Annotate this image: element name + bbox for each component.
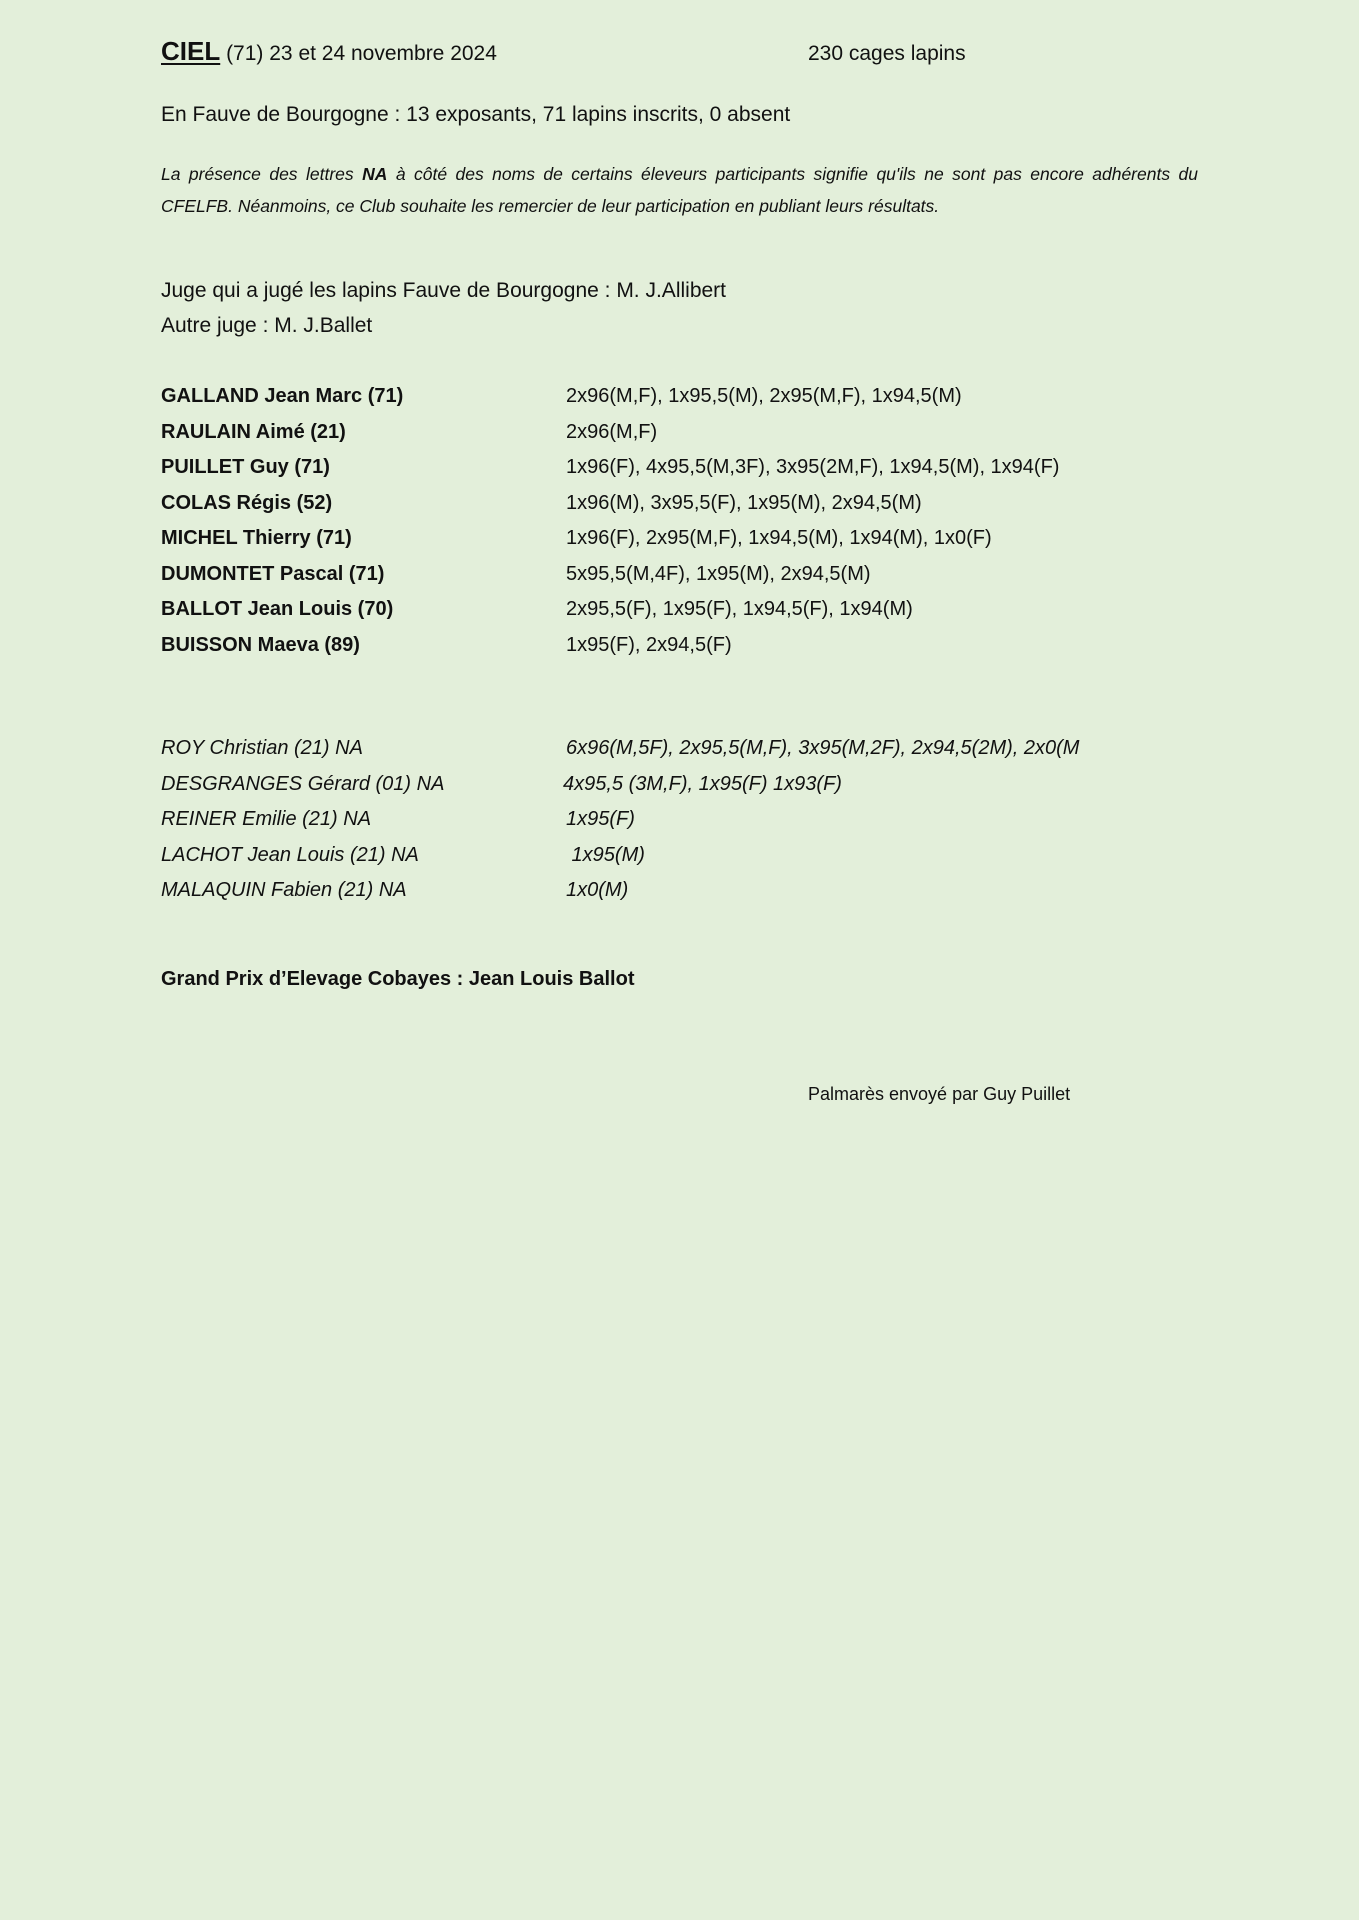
breeder-name: DESGRANGES Gérard (01) NA xyxy=(161,772,445,795)
result-row xyxy=(161,808,1198,844)
breeder-scores: 5x95,5(M,4F), 1x95(M), 2x94,5(M) xyxy=(566,562,871,585)
breeder-name: RAULAIN Aimé (21) xyxy=(161,420,346,443)
notice-text-start: La présence des lettres xyxy=(161,164,363,184)
breeder-scores: 1x95(F) xyxy=(566,808,635,830)
breeder-name: REINER Emilie (21) NA xyxy=(161,808,372,830)
breeder-name: BUISSON Maeva (89) xyxy=(161,633,360,656)
breeder-name: COLAS Régis (52) xyxy=(161,491,333,514)
result-row xyxy=(161,598,1198,634)
breeder-scores: 1x96(F), 4x95,5(M,3F), 3x95(2M,F), 1x94,5(M), 1x94(F) xyxy=(566,456,1060,478)
breeder-scores: 4x95,5 (3M,F), 1x95(F) 1x93(F) xyxy=(563,772,842,795)
result-row xyxy=(161,527,1198,563)
other-judge: Autre juge : M. J.Ballet xyxy=(161,314,373,337)
notice-na: NA xyxy=(362,164,388,184)
breeder-scores: 1x95(F), 2x94,5(F) xyxy=(566,633,732,656)
show-title xyxy=(161,36,497,67)
breeder-name: BALLOT Jean Louis (70) xyxy=(161,598,394,620)
breeder-name: PUILLET Guy (71) xyxy=(161,456,330,478)
result-row xyxy=(161,773,1198,809)
breeder-scores: 2x95,5(F), 1x95(F), 1x94,5(F), 1x94(M) xyxy=(566,598,913,620)
breeder-name: GALLAND Jean Marc (71) xyxy=(161,385,404,407)
cages-count: 230 cages lapins xyxy=(808,42,966,65)
breeder-name: MICHEL Thierry (71) xyxy=(161,527,352,549)
breed-stats: En Fauve de Bourgogne : 13 exposants, 71 lapins inscrits, 0 absent xyxy=(161,103,791,126)
na-notice xyxy=(161,158,1198,222)
grand-prix: Grand Prix d’Elevage Cobayes : Jean Louis Ballot xyxy=(161,968,635,990)
header xyxy=(161,36,1198,76)
member-results xyxy=(161,385,1198,669)
result-row xyxy=(161,563,1198,599)
document-page xyxy=(161,0,1198,1920)
result-row xyxy=(161,737,1198,773)
breeder-scores: 1x96(F), 2x95(M,F), 1x94,5(M), 1x94(M), 1x0(F) xyxy=(566,527,992,549)
breeder-scores: 1x95(M) xyxy=(566,843,645,866)
breeder-name: ROY Christian (21) NA xyxy=(161,737,363,759)
breeder-scores: 2x96(M,F), 1x95,5(M), 2x95(M,F), 1x94,5(M) xyxy=(566,385,962,407)
notice-text-end: à côté des noms de certains éleveurs participants signifie qu'ils ne sont pas encore adhérents du CFELFB. Néanmoins, ce Club souhaite les remercier de leur participation en publiant leurs résultats. xyxy=(161,164,1198,216)
sender-credit: Palmarès envoyé par Guy Puillet xyxy=(808,1084,1071,1104)
show-dates: (71) 23 et 24 novembre 2024 xyxy=(220,42,497,65)
result-row xyxy=(161,634,1198,670)
breeder-scores: 1x0(M) xyxy=(566,879,629,901)
breeder-scores: 1x96(M), 3x95,5(F), 1x95(M), 2x94,5(M) xyxy=(566,491,922,514)
result-row xyxy=(161,492,1198,528)
main-judge: Juge qui a jugé les lapins Fauve de Bourgogne : M. J.Allibert xyxy=(161,279,727,302)
breeder-name: LACHOT Jean Louis (21) NA xyxy=(161,843,419,866)
breeder-scores: 6x96(M,5F), 2x95,5(M,F), 3x95(M,2F), 2x94,5(2M), 2x0(M xyxy=(566,737,1080,759)
breeder-name: MALAQUIN Fabien (21) NA xyxy=(161,879,407,901)
breeder-name: DUMONTET Pascal (71) xyxy=(161,562,385,585)
result-row xyxy=(161,844,1198,880)
result-row xyxy=(161,456,1198,492)
result-row xyxy=(161,421,1198,457)
result-row xyxy=(161,385,1198,421)
breeder-scores: 2x96(M,F) xyxy=(566,420,658,443)
show-name: CIEL xyxy=(161,36,221,66)
non-member-results xyxy=(161,737,1198,915)
result-row xyxy=(161,879,1198,915)
